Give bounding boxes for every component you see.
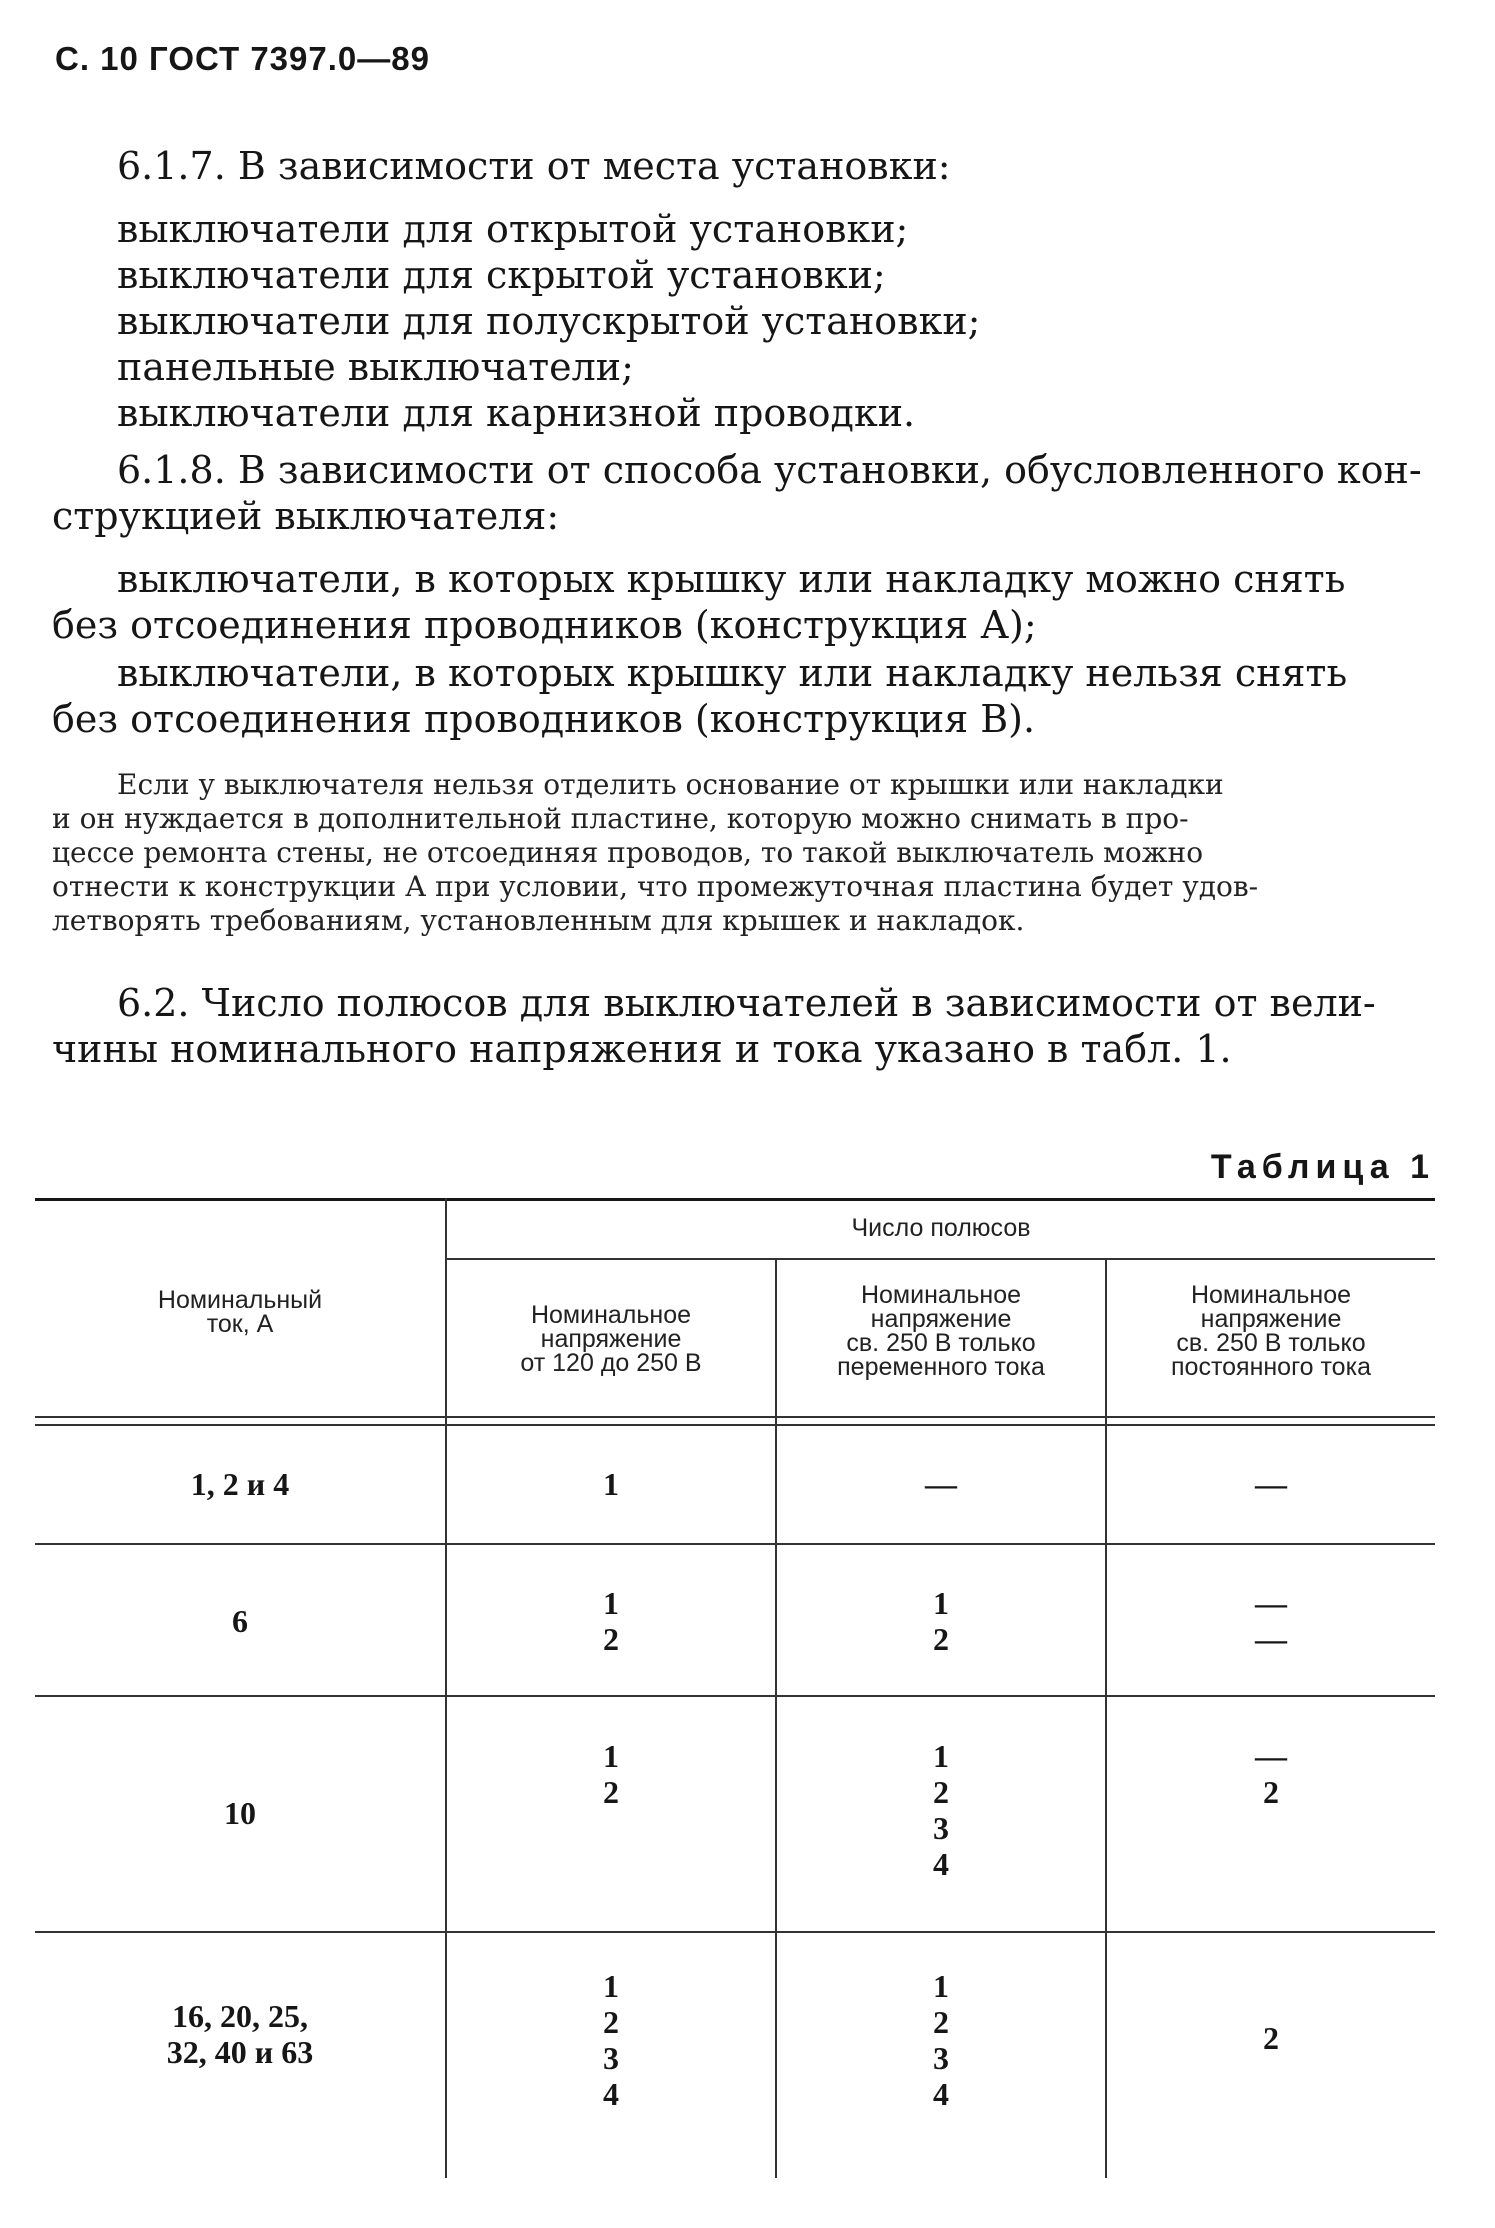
row4-current: 16, 20, 25, 32, 40 и 63 bbox=[166, 1998, 314, 2070]
item-b-line2: без отсоединения проводников (конструкция В). bbox=[52, 697, 1036, 741]
note-paragraph bbox=[52, 768, 1442, 938]
row3-c2: 1 2 3 4 bbox=[933, 1738, 949, 1882]
list-item: выключатели для открытой установки; bbox=[117, 207, 909, 251]
col1-header: Номинальное напряжение от 120 до 250 В bbox=[520, 1301, 702, 1377]
row-divider bbox=[35, 1695, 1435, 1697]
section-lead: 6.1.8. В зависимости от способа установки, обусловленного кон- bbox=[117, 448, 1422, 492]
section-6-1-7 bbox=[52, 143, 1442, 189]
group-header-rule bbox=[445, 1258, 1435, 1260]
row-divider bbox=[35, 1931, 1435, 1933]
header-bottom-rule bbox=[35, 1416, 1435, 1418]
row3-current: 10 bbox=[224, 1795, 256, 1831]
col3-header: Номинальное напряжение св. 250 В только постоянного тока bbox=[1171, 1281, 1371, 1381]
note-line: летворять требованиям, установленным для крышек и накладок. bbox=[52, 904, 1025, 937]
item-a-line1: выключатели, в которых крышку или накладку можно снять bbox=[117, 557, 1346, 601]
col0-header: Номинальный ток, А bbox=[157, 1286, 323, 1338]
row4-c3: 2 bbox=[1263, 2020, 1279, 2056]
item-a-line2: без отсоединения проводников (конструкция А); bbox=[52, 603, 1037, 647]
row1-c2: — bbox=[925, 1466, 957, 1502]
list-item: панельные выключатели; bbox=[117, 345, 634, 389]
section-6-1-8-items bbox=[52, 556, 1442, 742]
row4-c2: 1 2 3 4 bbox=[933, 1968, 949, 2112]
row-divider bbox=[35, 1543, 1435, 1545]
group-header: Число полюсов bbox=[851, 1214, 1031, 1242]
list-item: выключатели для карнизной проводки. bbox=[117, 391, 916, 435]
list-item: выключатели для полускрытой установки; bbox=[117, 299, 981, 343]
row2-c3: — — bbox=[1255, 1585, 1287, 1657]
item-b-line1: выключатели, в которых крышку или накладку нельзя снять bbox=[117, 651, 1348, 695]
row4-c1: 1 2 3 4 bbox=[603, 1968, 619, 2112]
note-line: и он нуждается в дополнительной пластине, которую можно снимать в про- bbox=[52, 802, 1189, 835]
table-label: Таблица 1 bbox=[1210, 1148, 1435, 1186]
table-top-rule bbox=[35, 1198, 1435, 1201]
note-line: цессе ремонта стены, не отсоединяя проводов, то такой выключатель можно bbox=[52, 836, 1204, 869]
row2-c2: 1 2 bbox=[933, 1585, 949, 1657]
row1-current: 1, 2 и 4 bbox=[190, 1466, 290, 1502]
header-bottom-rule-2 bbox=[35, 1424, 1435, 1426]
row3-c1: 1 2 bbox=[603, 1738, 619, 1810]
row3-c3: — 2 bbox=[1255, 1738, 1287, 1810]
row1-c3: — bbox=[1255, 1466, 1287, 1502]
row2-current: 6 bbox=[232, 1603, 248, 1639]
row1-c1: 1 bbox=[603, 1466, 619, 1502]
section-lead-cont: струкцией выключателя: bbox=[52, 494, 560, 538]
section-6-2 bbox=[52, 980, 1442, 1072]
section-lead: 6.1.7. В зависимости от места установки: bbox=[117, 144, 951, 188]
note-line: Если у выключателя нельзя отделить основание от крышки или накладки bbox=[117, 768, 1224, 801]
section-6-1-7-list bbox=[52, 206, 1442, 436]
running-head: С. 10 ГОСТ 7397.0—89 bbox=[55, 40, 430, 77]
list-item: выключатели для скрытой установки; bbox=[117, 253, 886, 297]
section-lead: 6.2. Число полюсов для выключателей в зависимости от вели- bbox=[117, 981, 1376, 1025]
section-6-1-8 bbox=[52, 447, 1442, 539]
row2-c1: 1 2 bbox=[603, 1585, 619, 1657]
poles-table bbox=[35, 1198, 1435, 2178]
col2-header: Номинальное напряжение св. 250 В только переменного тока bbox=[837, 1281, 1045, 1381]
section-lead-cont: чины номинального напряжения и тока указано в табл. 1. bbox=[52, 1027, 1232, 1071]
note-line: отнести к конструкции А при условии, что промежуточная пластина будет удов- bbox=[52, 870, 1259, 903]
